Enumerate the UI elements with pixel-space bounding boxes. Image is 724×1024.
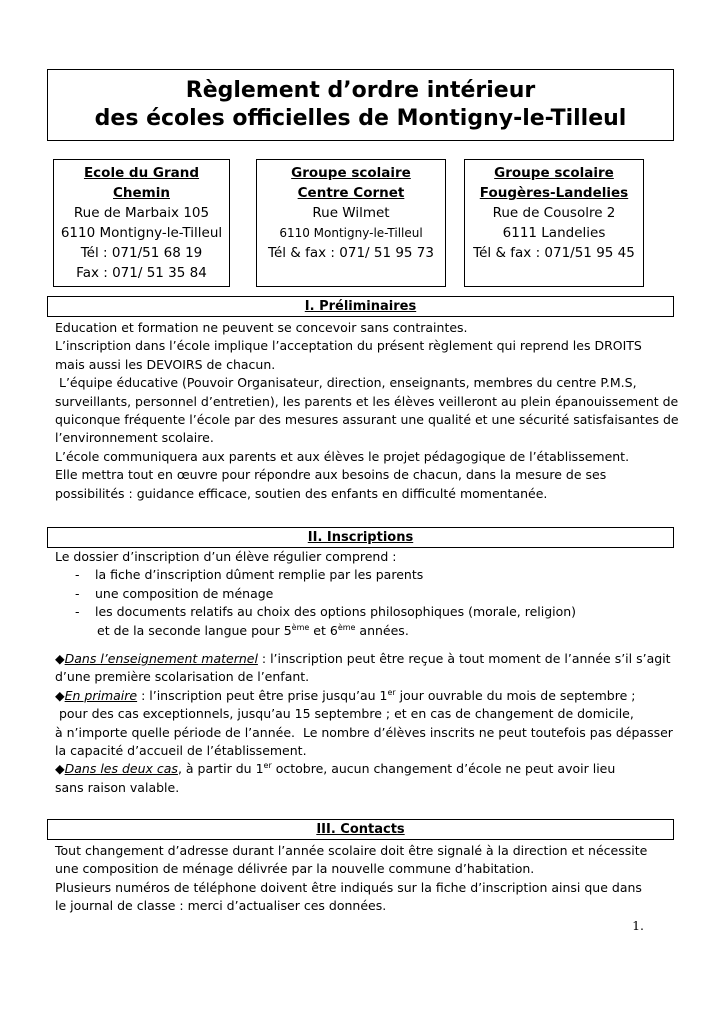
paragraph-line: la capacité d’accueil de l’établissement. [55,743,307,759]
paragraph-line: une composition de ménage délivrée par la nouvelle commune d’habitation. [55,861,535,877]
paragraph-line: le journal de classe : merci d’actualiser ces données. [55,898,387,914]
emphasis-label: Dans l’enseignement maternel [64,651,258,667]
text-fragment: octobre, aucun changement d’école ne peut avoir lieu [271,761,616,777]
paragraph-line: pour des cas exceptionnels, jusqu’au 15 septembre ; et en cas de changement de domicile, [55,706,634,722]
paragraph-line: mais aussi les DEVOIRS de chacun. [55,356,276,372]
page-title [47,69,674,141]
section-heading-contacts [47,819,674,840]
paragraph-line: surveillants, personnel d’entretien), les parents et les élèves veilleront au plein épanouissement de [55,393,679,409]
section-body-contacts [55,842,675,916]
school-name-2: Fougères-Landelies [479,185,629,201]
paragraph-line: d’une première scolarisation de l’enfant. [55,669,310,685]
school-phone-fax: Tél & fax : 071/ 51 95 73 [268,245,434,261]
text-fragment: : l’inscription peut être prise jusqu’au 1 [137,687,388,703]
school-name: Groupe scolaire [291,165,411,181]
title-line-2: des écoles officielles de Montigny-le-Tilleul [94,106,627,131]
section-heading-inscriptions [47,527,674,548]
paragraph-line: l’environnement scolaire. [55,430,214,446]
section-heading-preliminaires [47,296,674,317]
school-card-centre-cornet [256,159,446,287]
school-phone-fax: Tél & fax : 071/51 95 45 [473,245,635,261]
school-address: Rue de Marbaix 105 [73,205,210,221]
diamond-bullet-icon: ◆ [55,651,65,667]
school-card-fougeres-landelies [464,159,644,287]
diamond-bullet-icon: ◆ [55,687,65,703]
superscript: ème [337,622,356,632]
list-item-continuation [55,622,675,640]
emphasis-label: En primaire [64,687,138,703]
text-fragment: , à partir du 1 [177,761,264,777]
text-fragment: : l’inscription peut être reçue à tout moment de l’année s’il s’agit [257,651,671,667]
list-item-text: une composition de ménage [95,585,274,601]
superscript: er [387,687,396,697]
paragraph-line: Plusieurs numéros de téléphone doivent être indiqués sur la fiche d’inscription ainsi que dans [55,879,642,895]
paragraph-line: quiconque fréquente l’école par des mesures assurant une qualité et une sécurité satisfaisantes de [55,412,679,428]
page-number: 1. [632,918,644,933]
text-fragment: et de la seconde langue pour 5 [97,622,292,638]
paragraph-line: à n’importe quelle période de l’année. Le nombre d’élèves inscrits ne peut toutefois pas dépasser [55,724,673,740]
paragraph-line: L’école communiquera aux parents et aux élèves le projet pédagogique de l’établissement. [55,448,630,464]
section-body-inscriptions [55,548,675,797]
spacer [55,640,675,650]
school-city: 6111 Landelies [502,225,606,241]
paragraph-line: Education et formation ne peuvent se concevoir sans contraintes. [55,320,468,335]
section-title: I. Préliminaires [304,299,417,314]
school-city: 6110 Montigny-le-Tilleul [60,225,223,241]
list-item: - la fiche d’inscription dûment remplie par les parents [75,567,424,583]
school-address: Rue de Cousolre 2 [492,205,616,221]
school-city: 6110 Montigny-le-Tilleul [279,226,423,240]
list-item: - une composition de ménage [75,585,274,601]
paragraph-maternel [55,650,675,668]
diamond-bullet-icon: ◆ [55,761,65,777]
text-fragment: jour ouvrable du mois de septembre ; [395,687,636,703]
text-fragment: et 6 [309,622,338,638]
paragraph-line: sans raison valable. [55,779,180,795]
list-item: - les documents relatifs au choix des options philosophiques (morale, religion) [75,604,577,620]
paragraph-line: Elle mettra tout en œuvre pour répondre aux besoins de chacun, dans la mesure de ses [55,467,607,483]
superscript: er [263,761,272,771]
school-name: Ecole du Grand Chemin [83,165,200,201]
list-item-text: la fiche d’inscription dûment remplie par les parents [95,567,424,583]
paragraph-line: L’inscription dans l’école implique l’acceptation du présent règlement qui reprend les DROITS [55,338,642,354]
school-card-grand-chemin [53,159,230,287]
school-name: Groupe scolaire [494,165,614,181]
school-phone: Tél : 071/51 68 19 [80,245,203,261]
school-name-2: Centre Cornet [297,185,405,201]
paragraph-primaire [55,687,675,705]
paragraph-line: possibilités : guidance efficace, soutien des enfants en difficulté momentanée. [55,485,548,501]
list-item-text: les documents relatifs au choix des options philosophiques (morale, religion) [95,604,577,620]
paragraph-deux-cas [55,760,675,778]
paragraph-line: Tout changement d’adresse durant l’année scolaire doit être signalé à la direction et nécessite [55,843,648,858]
section-body-preliminaires [55,319,679,503]
title-line-1: Règlement d’ordre intérieur [185,78,536,103]
section-title: III. Contacts [316,822,405,837]
school-address: Rue Wilmet [312,205,390,221]
text-fragment: années. [355,622,409,638]
paragraph-line: L’équipe éducative (Pouvoir Organisateur, direction, enseignants, membres du centre P.M.S, [55,375,637,391]
emphasis-label: Dans les deux cas [64,761,178,777]
school-fax: Fax : 071/ 51 35 84 [76,265,207,281]
section-title: II. Inscriptions [307,530,414,545]
superscript: ème [291,622,310,632]
paragraph-line: Le dossier d’inscription d’un élève régulier comprend : [55,549,397,564]
